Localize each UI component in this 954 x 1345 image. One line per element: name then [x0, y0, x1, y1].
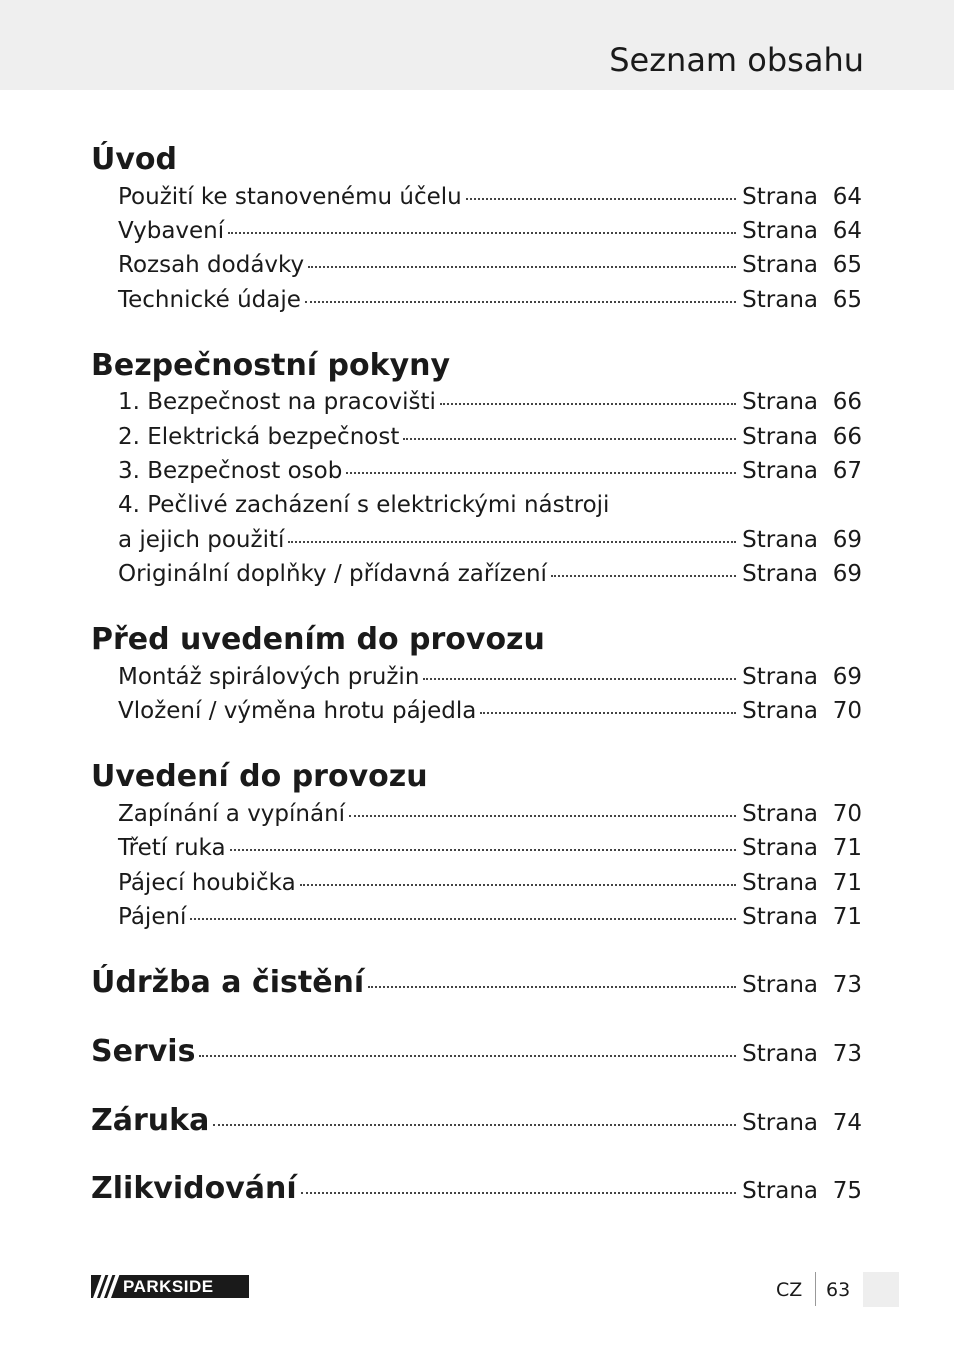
- toc-entry[interactable]: [118, 867, 862, 899]
- page-number: 71: [832, 835, 862, 861]
- dot-leader: [551, 575, 736, 577]
- toc-entry[interactable]: [118, 284, 862, 316]
- strana-label: Strana: [742, 1041, 818, 1067]
- toc-entry[interactable]: [118, 832, 862, 864]
- strana-label: Strana: [742, 424, 818, 450]
- strana-label: Strana: [742, 458, 818, 484]
- page-number: 65: [832, 287, 862, 313]
- dot-leader: [190, 918, 736, 920]
- toc-entry[interactable]: [118, 558, 862, 590]
- strana-label: Strana: [742, 218, 818, 244]
- toc-entry-label: Vybavení: [118, 218, 225, 244]
- section-heading-zaruka: Záruka: [91, 1103, 210, 1138]
- dot-leader: [349, 815, 736, 817]
- strana-label: Strana: [742, 184, 818, 210]
- dot-leader: [403, 438, 736, 440]
- strana-label: Strana: [742, 527, 818, 553]
- toc-entry[interactable]: [118, 215, 862, 247]
- strana-label: Strana: [742, 972, 818, 998]
- page-number: 64: [832, 218, 862, 244]
- page-number: 67: [832, 458, 862, 484]
- section-heading-pred-uvedenim: Před uvedením do provozu: [91, 622, 545, 657]
- dot-leader: [466, 198, 736, 200]
- page-number: 74: [832, 1110, 862, 1136]
- dot-leader: [228, 232, 736, 234]
- page-number: 73: [832, 1041, 862, 1067]
- toc-entry[interactable]: [118, 455, 862, 487]
- page-number: 66: [832, 424, 862, 450]
- toc-entry-label: Montáž spirálových pružin: [118, 664, 420, 690]
- strana-label: Strana: [742, 252, 818, 278]
- toc-entry[interactable]: [118, 695, 862, 727]
- page-number: 66: [832, 389, 862, 415]
- dot-leader: [230, 849, 737, 851]
- toc-entry-label-line1: 4. Pečlivé zacházení s elektrickými nástroji: [118, 492, 610, 518]
- logo-text: PARKSIDE: [123, 1276, 214, 1296]
- toc-section-udrzba[interactable]: [91, 963, 862, 1003]
- dot-leader: [308, 266, 736, 268]
- strana-label: Strana: [742, 389, 818, 415]
- strana-label: Strana: [742, 698, 818, 724]
- toc-entry-label: Pájení: [118, 904, 187, 930]
- page-number: 69: [832, 664, 862, 690]
- toc-entry-label: 2. Elektrická bezpečnost: [118, 424, 400, 450]
- dot-leader: [480, 712, 736, 714]
- page-number: 69: [832, 561, 862, 587]
- strana-label: Strana: [742, 1110, 818, 1136]
- toc-entry-label: a jejich použití: [118, 527, 285, 553]
- toc-entry-label: Pájecí houbička: [118, 870, 296, 896]
- toc-entry-label: Použití ke stanovenému účelu: [118, 184, 462, 210]
- strana-label: Strana: [742, 287, 818, 313]
- section-heading-bezpecnost: Bezpečnostní pokyny: [91, 348, 451, 383]
- toc-entry-label: 1. Bezpečnost na pracovišti: [118, 389, 436, 415]
- toc-entry-label: Vložení / výměna hrotu pájedla: [118, 698, 477, 724]
- footer-box: [863, 1272, 899, 1307]
- dot-leader: [301, 1192, 737, 1194]
- toc-entry-label: Rozsah dodávky: [118, 252, 305, 278]
- page-title: Seznam obsahu: [609, 41, 864, 79]
- strana-label: Strana: [742, 664, 818, 690]
- dot-leader: [305, 301, 736, 303]
- page-number: 69: [832, 527, 862, 553]
- dot-leader: [213, 1124, 736, 1126]
- toc-entry-label: Zapínání a vypínání: [118, 801, 346, 827]
- toc-section-servis[interactable]: [91, 1032, 862, 1072]
- page-number: 71: [832, 904, 862, 930]
- dot-leader: [288, 541, 736, 543]
- logo-stripes-icon: [91, 1275, 121, 1298]
- toc-entry[interactable]: [118, 249, 862, 281]
- language-code: CZ: [776, 1279, 803, 1301]
- strana-label: Strana: [742, 835, 818, 861]
- toc-entry[interactable]: [118, 524, 862, 556]
- page-number: 75: [832, 1178, 862, 1204]
- page-number: 70: [832, 698, 862, 724]
- toc-section-zaruka[interactable]: [91, 1101, 862, 1141]
- strana-label: Strana: [742, 870, 818, 896]
- section-heading-zlikvidovani: Zlikvidování: [91, 1171, 297, 1206]
- dot-leader: [300, 884, 736, 886]
- page-number: 73: [832, 972, 862, 998]
- toc-entry[interactable]: [118, 181, 862, 213]
- dot-leader: [199, 1055, 736, 1057]
- strana-label: Strana: [742, 801, 818, 827]
- toc-section-zlikvidovani[interactable]: [91, 1169, 862, 1209]
- toc-entry-label: Originální doplňky / přídavná zařízení: [118, 561, 547, 587]
- section-heading-uvedeni: Uvedení do provozu: [91, 759, 428, 794]
- dot-leader: [346, 472, 736, 474]
- footer-divider: [815, 1272, 816, 1306]
- strana-label: Strana: [742, 561, 818, 587]
- parkside-logo: [91, 1275, 249, 1298]
- dot-leader: [423, 678, 736, 680]
- page-number: 70: [832, 801, 862, 827]
- toc-entry[interactable]: [118, 386, 862, 418]
- page-number-footer: 63: [826, 1279, 851, 1301]
- toc-entry[interactable]: [118, 421, 862, 453]
- dot-leader: [440, 403, 736, 405]
- section-heading-udrzba: Údržba a čistění: [91, 965, 365, 1000]
- toc-entry-label: Třetí ruka: [118, 835, 226, 861]
- toc-entry[interactable]: [118, 661, 862, 693]
- toc-entry[interactable]: [118, 798, 862, 830]
- toc-entry-label: 3. Bezpečnost osob: [118, 458, 343, 484]
- section-heading-uvod: Úvod: [91, 142, 178, 177]
- page-number: 71: [832, 870, 862, 896]
- page-number: 65: [832, 252, 862, 278]
- strana-label: Strana: [742, 904, 818, 930]
- strana-label: Strana: [742, 1178, 818, 1204]
- dot-leader: [368, 986, 736, 988]
- toc-entry[interactable]: [118, 901, 862, 933]
- page-number: 64: [832, 184, 862, 210]
- toc-entry-label: Technické údaje: [118, 287, 301, 313]
- section-heading-servis: Servis: [91, 1034, 196, 1069]
